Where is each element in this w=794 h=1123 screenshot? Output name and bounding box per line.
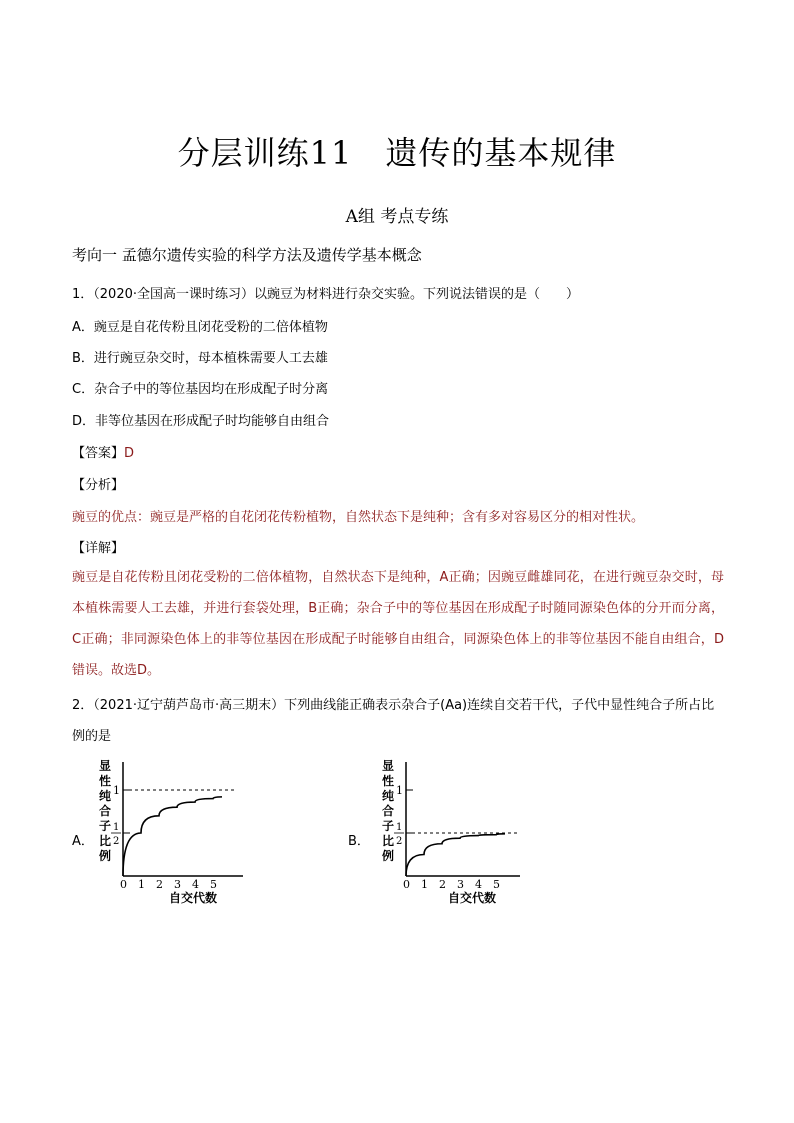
- x-tick-label: 3: [457, 878, 464, 891]
- series-line-a: [123, 797, 222, 876]
- x-tick-label: 0: [403, 878, 410, 891]
- question-2-stem: 2．（2021·辽宁葫芦岛市·高三期末）下列曲线能正确表示杂合子(Aa)连续自交若干代，子代中显性纯合子所占比例的是: [72, 698, 715, 744]
- detail-text: 豌豆是自花传粉且闭花受粉的二倍体植物，自然状态下是纯种，A正确；因豌豆雌雄同花，在进行豌豆杂交时，母本植株需要人工去雄，并进行套袋处理，B正确；杂合子中的等位基因在形成配子时随同源染色体的分开而分离，C正确；非同源染色体上的非等位基因在形成配子时能够自由组合，同源染色体上的非等位基因不能自由组合，D错误。故选D。: [72, 570, 724, 678]
- group-title: A组 考点专练: [345, 207, 449, 227]
- analysis-text: 豌豆的优点：豌豆是严格的自花闭花传粉植物，自然状态下是纯种；含有多对容易区分的相对性状。: [72, 510, 645, 525]
- y-label-b: [382, 759, 394, 863]
- series-line-b: [406, 834, 505, 876]
- x-tick-label: 4: [192, 878, 199, 891]
- chart-b-label: B．: [348, 834, 370, 849]
- x-tick-label: 2: [156, 878, 163, 891]
- y-tick-label-half-num: 1: [113, 822, 120, 833]
- y-axis-label: 显性纯合子比例: [99, 759, 112, 863]
- question-1-stem: 1．（2020·全国高一课时练习）以豌豆为材料进行杂交实验。下列说法错误的是（ ）: [72, 287, 579, 302]
- option-a: A．豌豆是自花传粉且闭花受粉的二倍体植物: [72, 320, 328, 335]
- x-tick-label: 4: [475, 878, 482, 891]
- y-tick-label-half-num: 1: [396, 822, 403, 833]
- option-c: C．杂合子中的等位基因均在形成配子时分离: [72, 382, 329, 397]
- y-axis-label: 显性纯合子比例: [382, 759, 395, 863]
- chart-b: [372, 758, 542, 908]
- answer-label: 【答案】: [72, 446, 125, 461]
- page-title: 分层训练11 遗传的基本规律: [177, 134, 617, 172]
- answer-line: [72, 442, 134, 461]
- x-tick-label: 1: [421, 878, 428, 891]
- x-label-b: 自交代数: [447, 891, 497, 905]
- x-tick-label: 3: [174, 878, 181, 891]
- chart-a-label: A．: [72, 834, 94, 849]
- x-tick-label: 5: [493, 878, 500, 891]
- x-ticks-b: [403, 878, 500, 891]
- analysis-label: 【分析】: [72, 478, 125, 493]
- x-label-a: 自交代数: [168, 891, 218, 905]
- y-tick-label-half-den: 2: [396, 836, 403, 847]
- x-ticks-a: [120, 878, 217, 891]
- y-tick-label-1: 1: [113, 784, 120, 797]
- answer-value: D: [124, 446, 135, 461]
- y-tick-label-half-den: 2: [113, 836, 120, 847]
- x-tick-label: 2: [439, 878, 446, 891]
- y-label-a: [99, 759, 111, 863]
- x-tick-label: 0: [120, 878, 127, 891]
- y-tick-label-1: 1: [396, 784, 403, 797]
- x-tick-label: 1: [138, 878, 145, 891]
- detail-label: 【详解】: [72, 541, 125, 556]
- section-title: 考向一 孟德尔遗传实验的科学方法及遗传学基本概念: [72, 246, 422, 264]
- chart-a: [95, 758, 265, 908]
- option-d: D．非等位基因在形成配子时均能够自由组合: [72, 414, 330, 429]
- option-b: B．进行豌豆杂交时，母本植株需要人工去雄: [72, 351, 328, 366]
- x-tick-label: 5: [210, 878, 217, 891]
